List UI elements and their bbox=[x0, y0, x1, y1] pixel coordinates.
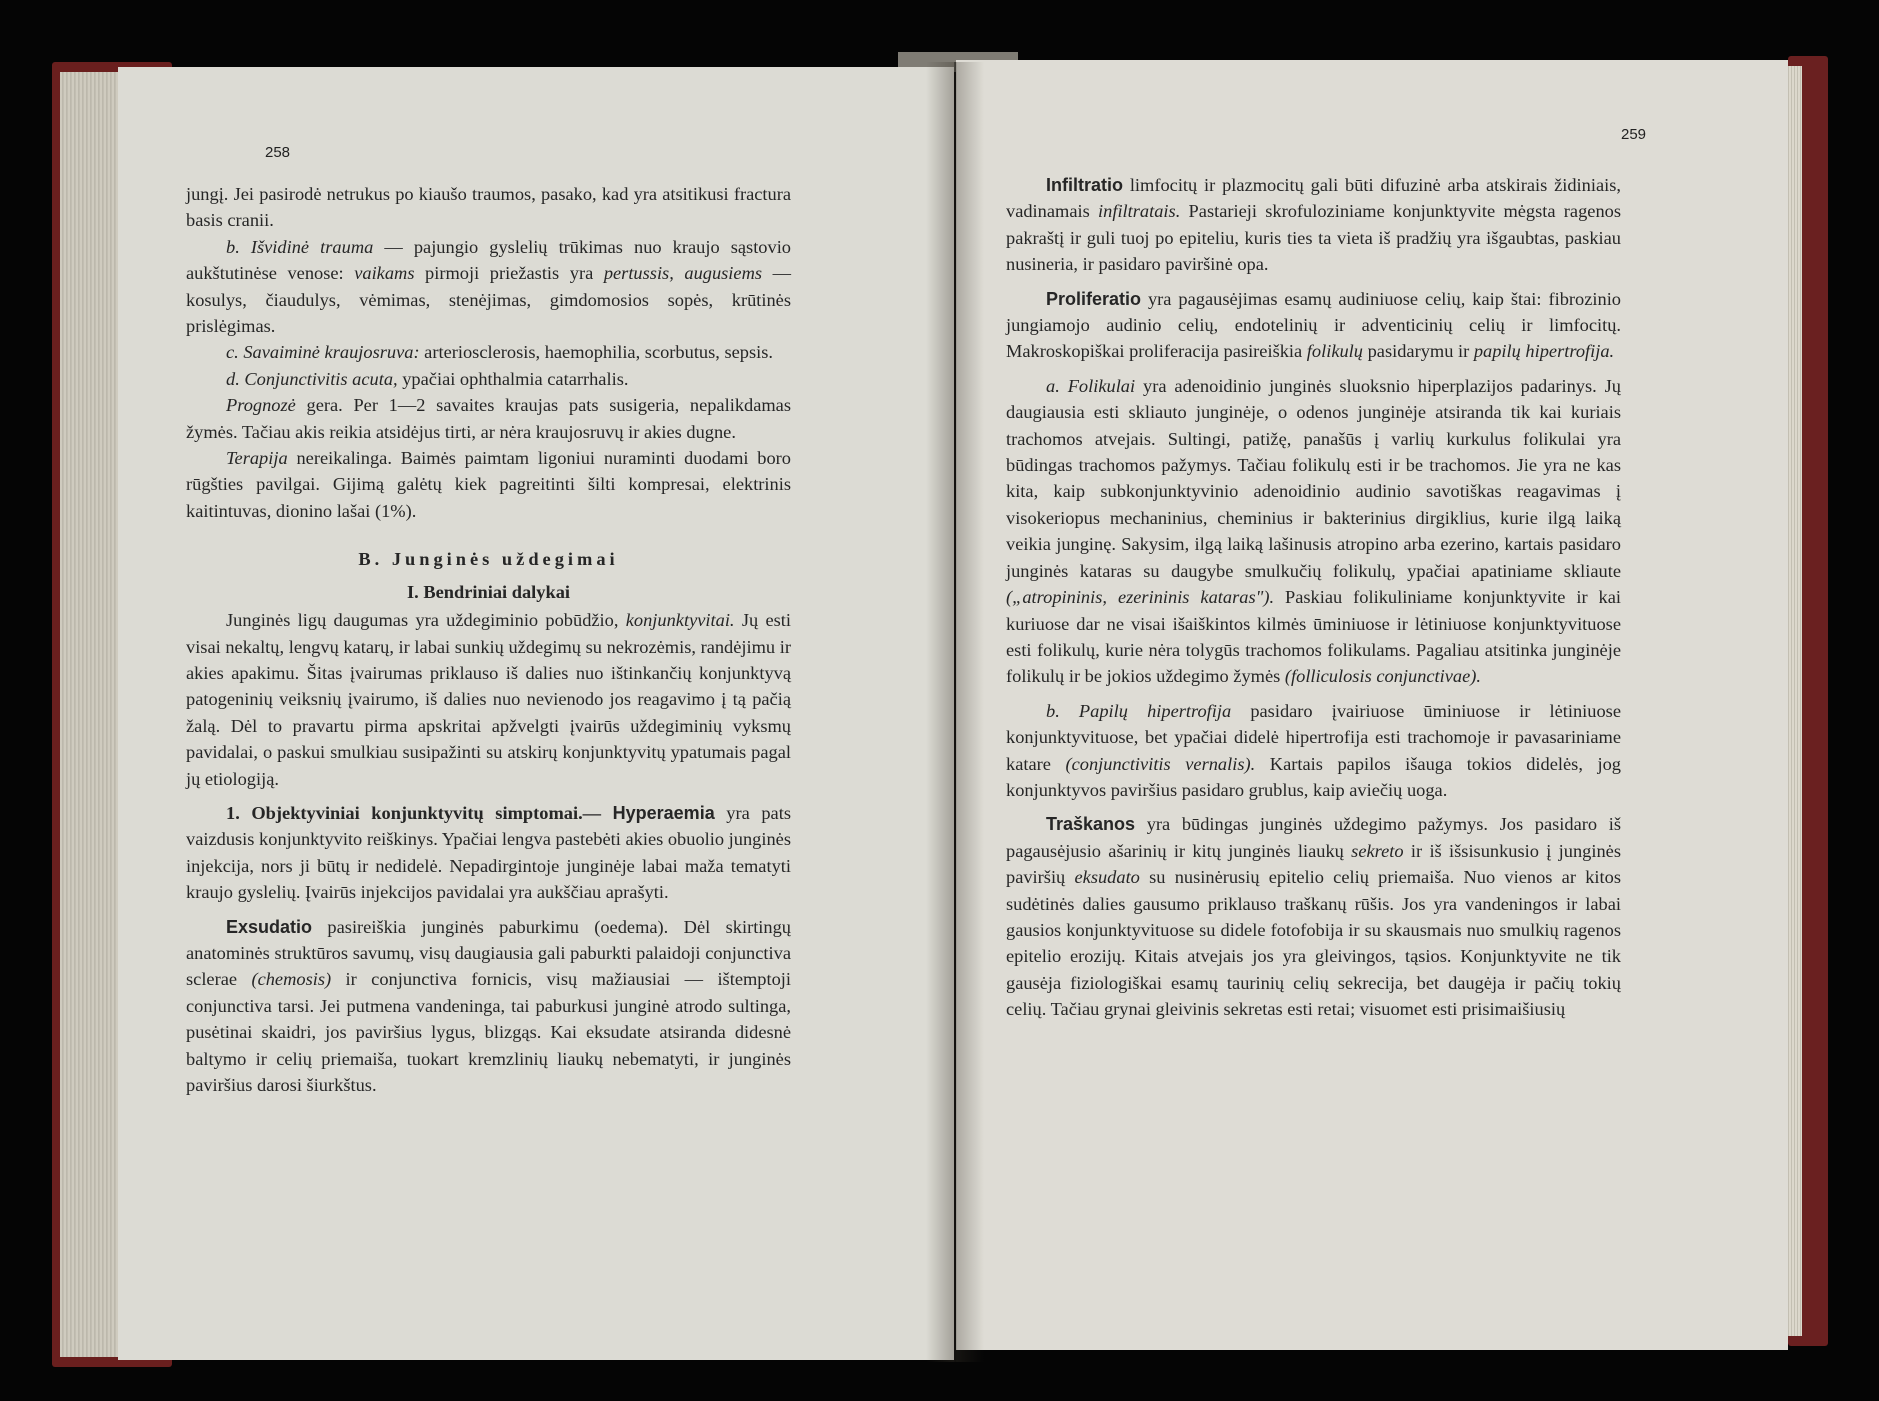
paragraph-therapy: Terapija nereikalinga. Baimės paimtam ligoniui nuraminti duodami boro rūgšties pavilgai. Gijimą galėtų kiek pagreitinti šilti kompresai, elektrinis kaitintuvas, dionino lašai (1%). bbox=[186, 448, 791, 521]
right-page-number: 259 bbox=[1621, 126, 1647, 143]
paragraph-proliferatio: Proliferatio yra pagausėjimas esamų audiniuose celių, kaip štai: fibrozinio jungiamojo audinio celių, endotelinių ir adventicinių celių ir limfocitų. Makroskopiškai proliferacija pasireiškia folikulų pasidarymu ir papilų hipertrofija. bbox=[1006, 288, 1621, 362]
paragraph-internal-trauma: b. Išvidinė trauma — pajungio gyslelių trūkimas nuo kraujo sąstovio aukštutinėse venose: vaikams pirmoji priežastis yra pertussis, augusiems — kosulys, čiaudulys, vėmimas, stenėjimas, gimdomosios sopės, krūtinės prislėgimas. bbox=[186, 236, 792, 337]
paragraph-spontaneous: c. Savaiminė kraujosruva: arteriosclerosis, haemophilia, scorbutus, sepsis. bbox=[226, 342, 774, 363]
paragraph-folikulai: a. Folikulai yra adenoidinio junginės sluoksnio hiperplazijos padarinys. Jų daugiausia esti skliauto junginėje, o odenos junginėje atsiranda tik kai kuriais trachomos atvejais. Sultingi, patižę, panašūs į varlių kurkulus folikulai yra būdingas trachomos pažymys. Tačiau folikulų esti ir be trachomos. Jie yra ne kas kita, kaip subkonjunktyvinio adenoidinio audinio savotiškas reagavimas į visokeriopus mechaninius, cheminius ir bakterinius dirgiklius, kurie ilgą laiką veikia junginę. Sakysim, ilgą laiką lašinusis atropino arba ezerino, kartais pasidaro junginės kataras su daugybe smulkučių folikulų, ypačiai apatiniame skliaute („atropininis, ezerininis kataras"). Paskiau folikuliniame konjunktyvite ir kai kuriuose dar ne visai išaiškintos kilmės ūminiuose ir lėtiniuose konjunktyvituose esti folikulų, kurie nėra tolygūs trachomos folikulams. Pagaliau atsitinka junginėje folikulų ir be jokios uždegimo žymės (folliculosis conjunctivae). bbox=[1006, 375, 1622, 687]
paragraph-continuation: jungį. Jei pasirodė netrukus po kiaušo traumos, pasako, kad yra atsitikusi fractura basis cranii. bbox=[186, 184, 791, 231]
section-heading-i: I. Bendriniai dalykai bbox=[406, 581, 570, 602]
right-page-text bbox=[1006, 172, 1621, 1023]
paragraph-intro: Junginės ligų daugumas yra uždegiminio pobūdžio, konjunktyvitai. Jų esti visai nekaltų, lengvų katarų, ir labai sunkių uždegimų su nekrozėmis, randėjimu ir akies apakimu. Šitas įvairumas priklauso iš dalies nuo ištinkančių konjunktyvą patogeninių veiksnių įvairumo, iš dalies nuo nevienodo jos reagavimo į tą pačią žalą. Dėl to pravartu pirma apskritai apžvelgti įvairūs uždegiminių vyksmų pavidalai, o paskui smulkiau susipažinti su atskirų konjunktyvitų ypatumais pagal jų etiologiją. bbox=[186, 610, 792, 789]
paragraph-prognosis: Prognozė gera. Per 1—2 savaites kraujas pats susigeria, nepalikdamas žymės. Tačiau akis reikia atsidėjus tirti, ar nėra kraujosruvų ir akies dugne. bbox=[186, 395, 791, 442]
paragraph-traskanos: Traškanos yra būdingas junginės uždegimo pažymys. Jos pasidaro iš pagausėjusio ašarinių ir kitų junginės liaukų sekreto ir iš išsisunkusio į junginės paviršių eksudato su nusinėrusių epitelio celių priemaiša. Nuo vienos ar kitos sudėtinės dalies gausumo priklauso traškanų rūšis. Jos yra vandeningos ir labai gausios konjunktyvituose su didele fotofobija ir su skausmais nuo smulkių ragenos epitelio erozijų. Kitais atvejais jos yra gleivingos, tąsios. Konjunktyvite ne tik gausėja fiziologiškai esamų taurinių celių sekrecija, bet daugėja ir pačių tokių celių. Tačiau grynai gleivinis sekretas esti retai; visuomet esti prisimaišiusių bbox=[1006, 814, 1621, 1020]
left-page-number: 258 bbox=[265, 144, 291, 161]
left-page-text bbox=[186, 181, 791, 1098]
paragraph-conjunctivitis: d. Conjunctivitis acuta, ypačiai ophthalmia catarrhalis. bbox=[226, 368, 629, 389]
section-heading-b: B. Junginės uždegimai bbox=[358, 549, 619, 570]
paragraph-papilu-hipertrofija: b. Papilų hipertrofija pasidaro įvairiuose ūminiuose ir lėtiniuose konjunktyvituose, bet ypačiai didelė hipertrofija esti trachomoje ir pavasariniame katare (conjunctivitis vernalis). Kartais papilos išauga tokios didelės, jog konjunktyvos paviršius pasidaro grublus, kaip aviečių uoga. bbox=[1006, 700, 1621, 800]
paragraph-infiltratio: Infiltratio limfocitų ir plazmocitų gali būti difuzinė arba atskirais židiniais, vadinamais infiltratais. Pastarieji skrofuloziniame konjunktyvite mėgsta ragenos pakraštį ir guli tuoj po epiteliu, kuris ties ta vieta iš pradžių yra išgaubtas, paskiau nusineria, ir pasidaro paviršinė opa. bbox=[1006, 175, 1622, 275]
paragraph-exsudatio: Exsudatio pasireiškia junginės paburkimu (oedema). Dėl skirtingų anatominės struktūros savumų, visų daugiausia gali paburkti palaidoji conjunctiva sclerae (chemosis) ir conjunctiva fornicis, visų mažiausiai — ištemptoji conjunctiva tarsi. Jei putmena vandeninga, tai paburkusi junginė atrodo sultinga, pusėtinai skaidri, jos paviršius lygus, blizgąs. Kai eksudate atsiranda didesnė baltymo ir celių priemaiša, tuokart kremzlinių liaukų nebematyti, ir junginės paviršius darosi šiurkštus. bbox=[186, 916, 792, 1095]
book-gutter bbox=[926, 62, 984, 1362]
paragraph-hyperaemia: 1. Objektyviniai konjunktyvitų simptomai.— Hyperaemia yra pats vaizdusis konjunktyvito reiškinys. Ypačiai lengva pastebėti akies obuolio junginės injekcija, nors ji būtų ir nedidelė. Nepadirgintoje junginėje labai maža tematyti kraujo gyslelių. Įvairūs injekcijos pavidalai yra aukščiau aprašyti. bbox=[186, 802, 791, 903]
